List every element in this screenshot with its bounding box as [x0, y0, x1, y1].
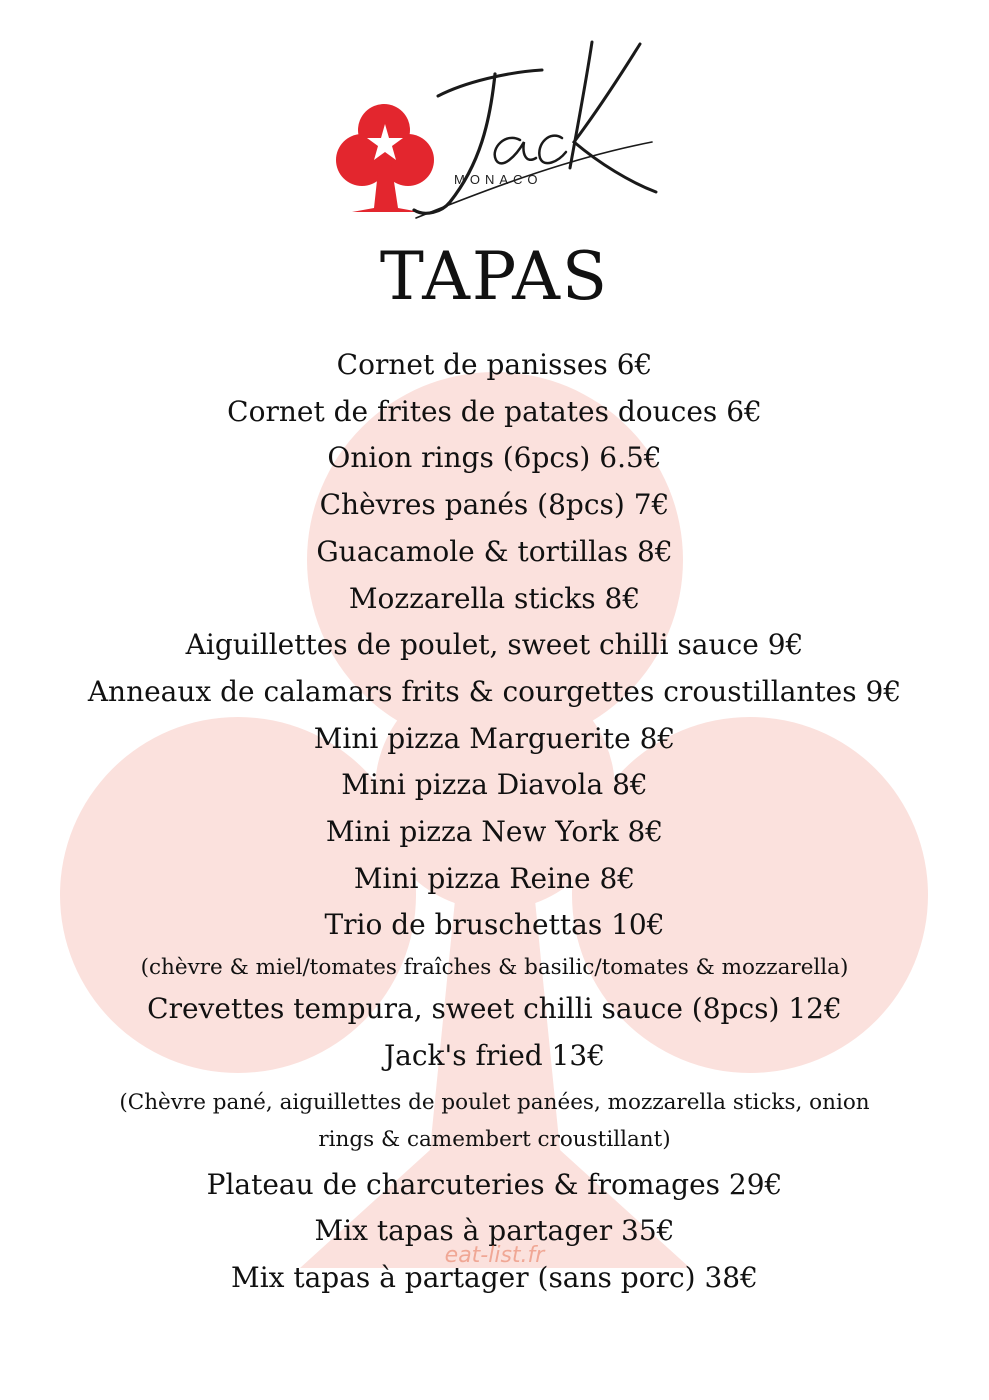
watermark-text: eat-list.fr: [444, 1243, 545, 1268]
menu-item-description: (chèvre & miel/tomates fraîches & basilic/tomates & mozzarella): [140, 955, 849, 981]
menu-item: [0, 1033, 989, 1080]
logo-subtitle: MONACO: [454, 172, 543, 187]
menu-item: [0, 809, 989, 856]
menu-item: [0, 529, 989, 576]
menu-item-name: Mini pizza New York: [325, 815, 619, 849]
menu-item-name: Trio de bruschettas: [324, 908, 603, 942]
menu-item-name: Mix tapas à partager (sans porc): [231, 1260, 696, 1294]
menu-item-price: 8€: [599, 861, 636, 895]
menu-item: [0, 622, 989, 669]
menu-item-name: Mini pizza Diavola: [341, 768, 604, 802]
club-logo-icon: [336, 104, 434, 212]
menu-item-price: 8€: [637, 534, 673, 568]
menu-item: [0, 482, 989, 529]
menu-item-price: 6€: [726, 394, 762, 428]
menu-item: [0, 435, 989, 482]
menu-item-price: 8€: [604, 581, 641, 615]
menu-item-name: Onion rings (6pcs): [327, 441, 591, 475]
menu-item: [0, 389, 989, 436]
menu-item-name: Jack's fried: [383, 1038, 543, 1072]
menu-item-name: Guacamole & tortillas: [316, 534, 629, 568]
menu-item-description: (Chèvre pané, aiguillettes de poulet panées, mozzarella sticks, onion rings & camembert croustillant): [119, 1089, 870, 1152]
menu-item: [0, 856, 989, 903]
page-title: TAPAS: [379, 238, 610, 315]
menu-item-price: 12€: [788, 992, 842, 1026]
menu-item-name: Cornet de frites de patates douces: [227, 394, 718, 428]
menu-item: [0, 576, 989, 623]
menu-item-price: 6.5€: [599, 441, 662, 475]
menu-item-price: 35€: [621, 1214, 675, 1248]
menu-item: [0, 716, 989, 763]
tapas-menu-list: [0, 342, 989, 1302]
menu-item-price: 8€: [639, 721, 676, 755]
jack-monaco-logo: [330, 32, 660, 222]
menu-item-price: 38€: [704, 1260, 758, 1294]
menu-item-price: 8€: [612, 768, 648, 802]
menu-item-price: 29€: [728, 1167, 783, 1201]
menu-item-name: Mozzarella sticks: [348, 581, 596, 615]
jack-script-logo: [414, 42, 656, 218]
menu-item-price: 7€: [633, 488, 670, 522]
menu-item-name: Mini pizza Marguerite: [313, 721, 631, 755]
menu-item-name: Chèvres panés (8pcs): [319, 488, 625, 522]
menu-item-price: 13€: [551, 1038, 606, 1072]
menu-item-price: 8€: [627, 815, 664, 849]
menu-item-price: 9€: [767, 628, 804, 662]
menu-item-price: 10€: [611, 908, 665, 942]
menu-item: [0, 669, 989, 716]
menu-item: [0, 342, 989, 389]
menu-item-name: Anneaux de calamars frits & courgettes croustillantes: [87, 674, 857, 708]
menu-item-name: Aiguillettes de poulet, sweet chilli sauce: [185, 628, 759, 662]
menu-item: [0, 902, 989, 949]
menu-item-name: Plateau de charcuteries & fromages: [206, 1167, 721, 1201]
menu-item-name: Mix tapas à partager: [314, 1214, 613, 1248]
menu-item-name: Mini pizza Reine: [353, 861, 591, 895]
menu-item: [0, 1162, 989, 1209]
menu-item-price: 9€: [865, 674, 902, 708]
menu-item-name: Crevettes tempura, sweet chilli sauce (8pcs): [147, 992, 780, 1026]
menu-item-price: 6€: [616, 348, 653, 381]
menu-item: [0, 986, 989, 1033]
menu-item-name: Cornet de panisses: [336, 348, 608, 381]
menu-item: [0, 762, 989, 809]
